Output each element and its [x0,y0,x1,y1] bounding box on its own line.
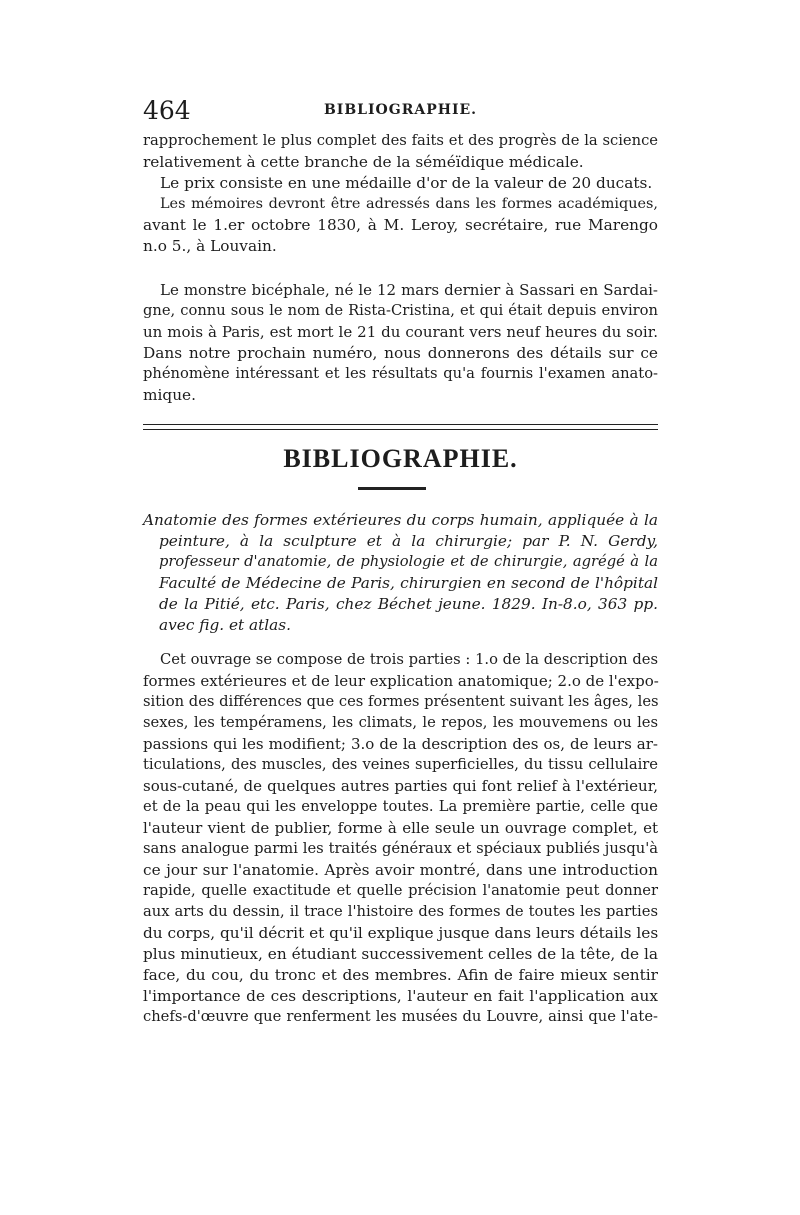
intro-line: Le prix consiste en une médaille d'or de la valeur de 20 ducats. [160,174,653,192]
citation-line: avec fig. et atlas. [159,616,292,634]
intro-line: Les mémoires devront être adressés dans les formes académiques, [160,196,658,212]
review-line: plus minutieux, en étudiant successivement celles de la tête, de la [143,945,658,963]
intro-line: relativement à cette branche de la séméïdique médicale. [143,153,584,171]
review-line: sexes, les tempéramens, les climats, le repos, les mouvemens ou les [143,714,658,731]
review-line: du corps, qu'il décrit et qu'il explique jusque dans leurs détails les [143,924,659,942]
intro-line: n.o 5., à Louvain. [143,237,277,255]
review-line: Cet ouvrage se compose de trois parties : 1.o de la description des [160,651,658,668]
review-line: sous-cutané, de quelques autres parties qui font relief à l'extérieur, [143,777,658,795]
intro-line: avant le 1.er octobre 1830, à M. Leroy, secrétaire, rue Marengo [143,216,658,234]
citation-line: peinture, à la sculpture et à la chirurgie; par P. N. Gerdy, [159,532,658,550]
section-divider [143,424,658,430]
notice-line: phénomène intéressant et les résultats qu'a fournis l'examen anato- [143,365,658,382]
review-line: aux arts du dessin, il trace l'histoire des formes de toutes les parties [143,903,658,920]
section-title: BIBLIOGRAPHIE. [283,444,518,473]
review-line: ticulations, des muscles, des veines superficielles, du tissu cellulaire [143,756,658,773]
review-line: chefs-d'œuvre que renferment les musées du Louvre, ainsi que l'ate- [143,1008,658,1025]
title-underline [358,487,426,490]
review-line: rapide, quelle exactitude et quelle précision l'anatomie peut donner [143,882,658,899]
notice-line: Dans notre prochain numéro, nous donnerons des détails sur ce [143,344,658,362]
notice-line: gne, connu sous le nom de Rista-Cristina, et qui était depuis environ [143,302,658,319]
review-line: et de la peau qui les enveloppe toutes. La première partie, celle que [143,798,658,815]
citation-line: Anatomie des formes extérieures du corps humain, appliquée à la [143,511,658,529]
citation-line: Faculté de Médecine de Paris, chirurgien en second de l'hôpital [159,574,658,592]
running-title: BIBLIOGRAPHIE. [323,102,478,118]
review-line: formes extérieures et de leur explication anatomique; 2.o de l'expo- [143,672,659,690]
notice-line: un mois à Paris, est mort le 21 du courant vers neuf heures du soir. [143,323,658,341]
review-line: sans analogue parmi les traités généraux et spéciaux publiés jusqu'à [143,840,658,857]
citation-line: professeur d'anatomie, de physiologie et de chirurgie, agrégé à la [159,553,658,570]
page-number: 464 [143,96,191,125]
notice-line: mique. [143,386,196,404]
review-line: passions qui les modifient; 3.o de la description des os, de leurs ar- [143,735,658,753]
review-line: face, du cou, du tronc et des membres. Afin de faire mieux sentir [143,966,658,984]
review-line: sition des différences que ces formes présentent suivant les âges, les [143,693,659,710]
citation-line: de la Pitié, etc. Paris, chez Béchet jeune. 1829. In-8.o, 363 pp. [159,595,658,613]
page-header [143,96,658,126]
notice-line: Le monstre bicéphale, né le 12 mars dernier à Sassari en Sardai- [160,281,658,299]
review-line: l'importance de ces descriptions, l'auteur en fait l'application aux [143,987,658,1005]
review-line: l'auteur vient de publier, forme à elle seule un ouvrage complet, et [143,819,658,837]
intro-line: rapprochement le plus complet des faits et des progrès de la science [143,132,658,149]
review-line: ce jour sur l'anatomie. Après avoir montré, dans une introduction [143,861,658,879]
